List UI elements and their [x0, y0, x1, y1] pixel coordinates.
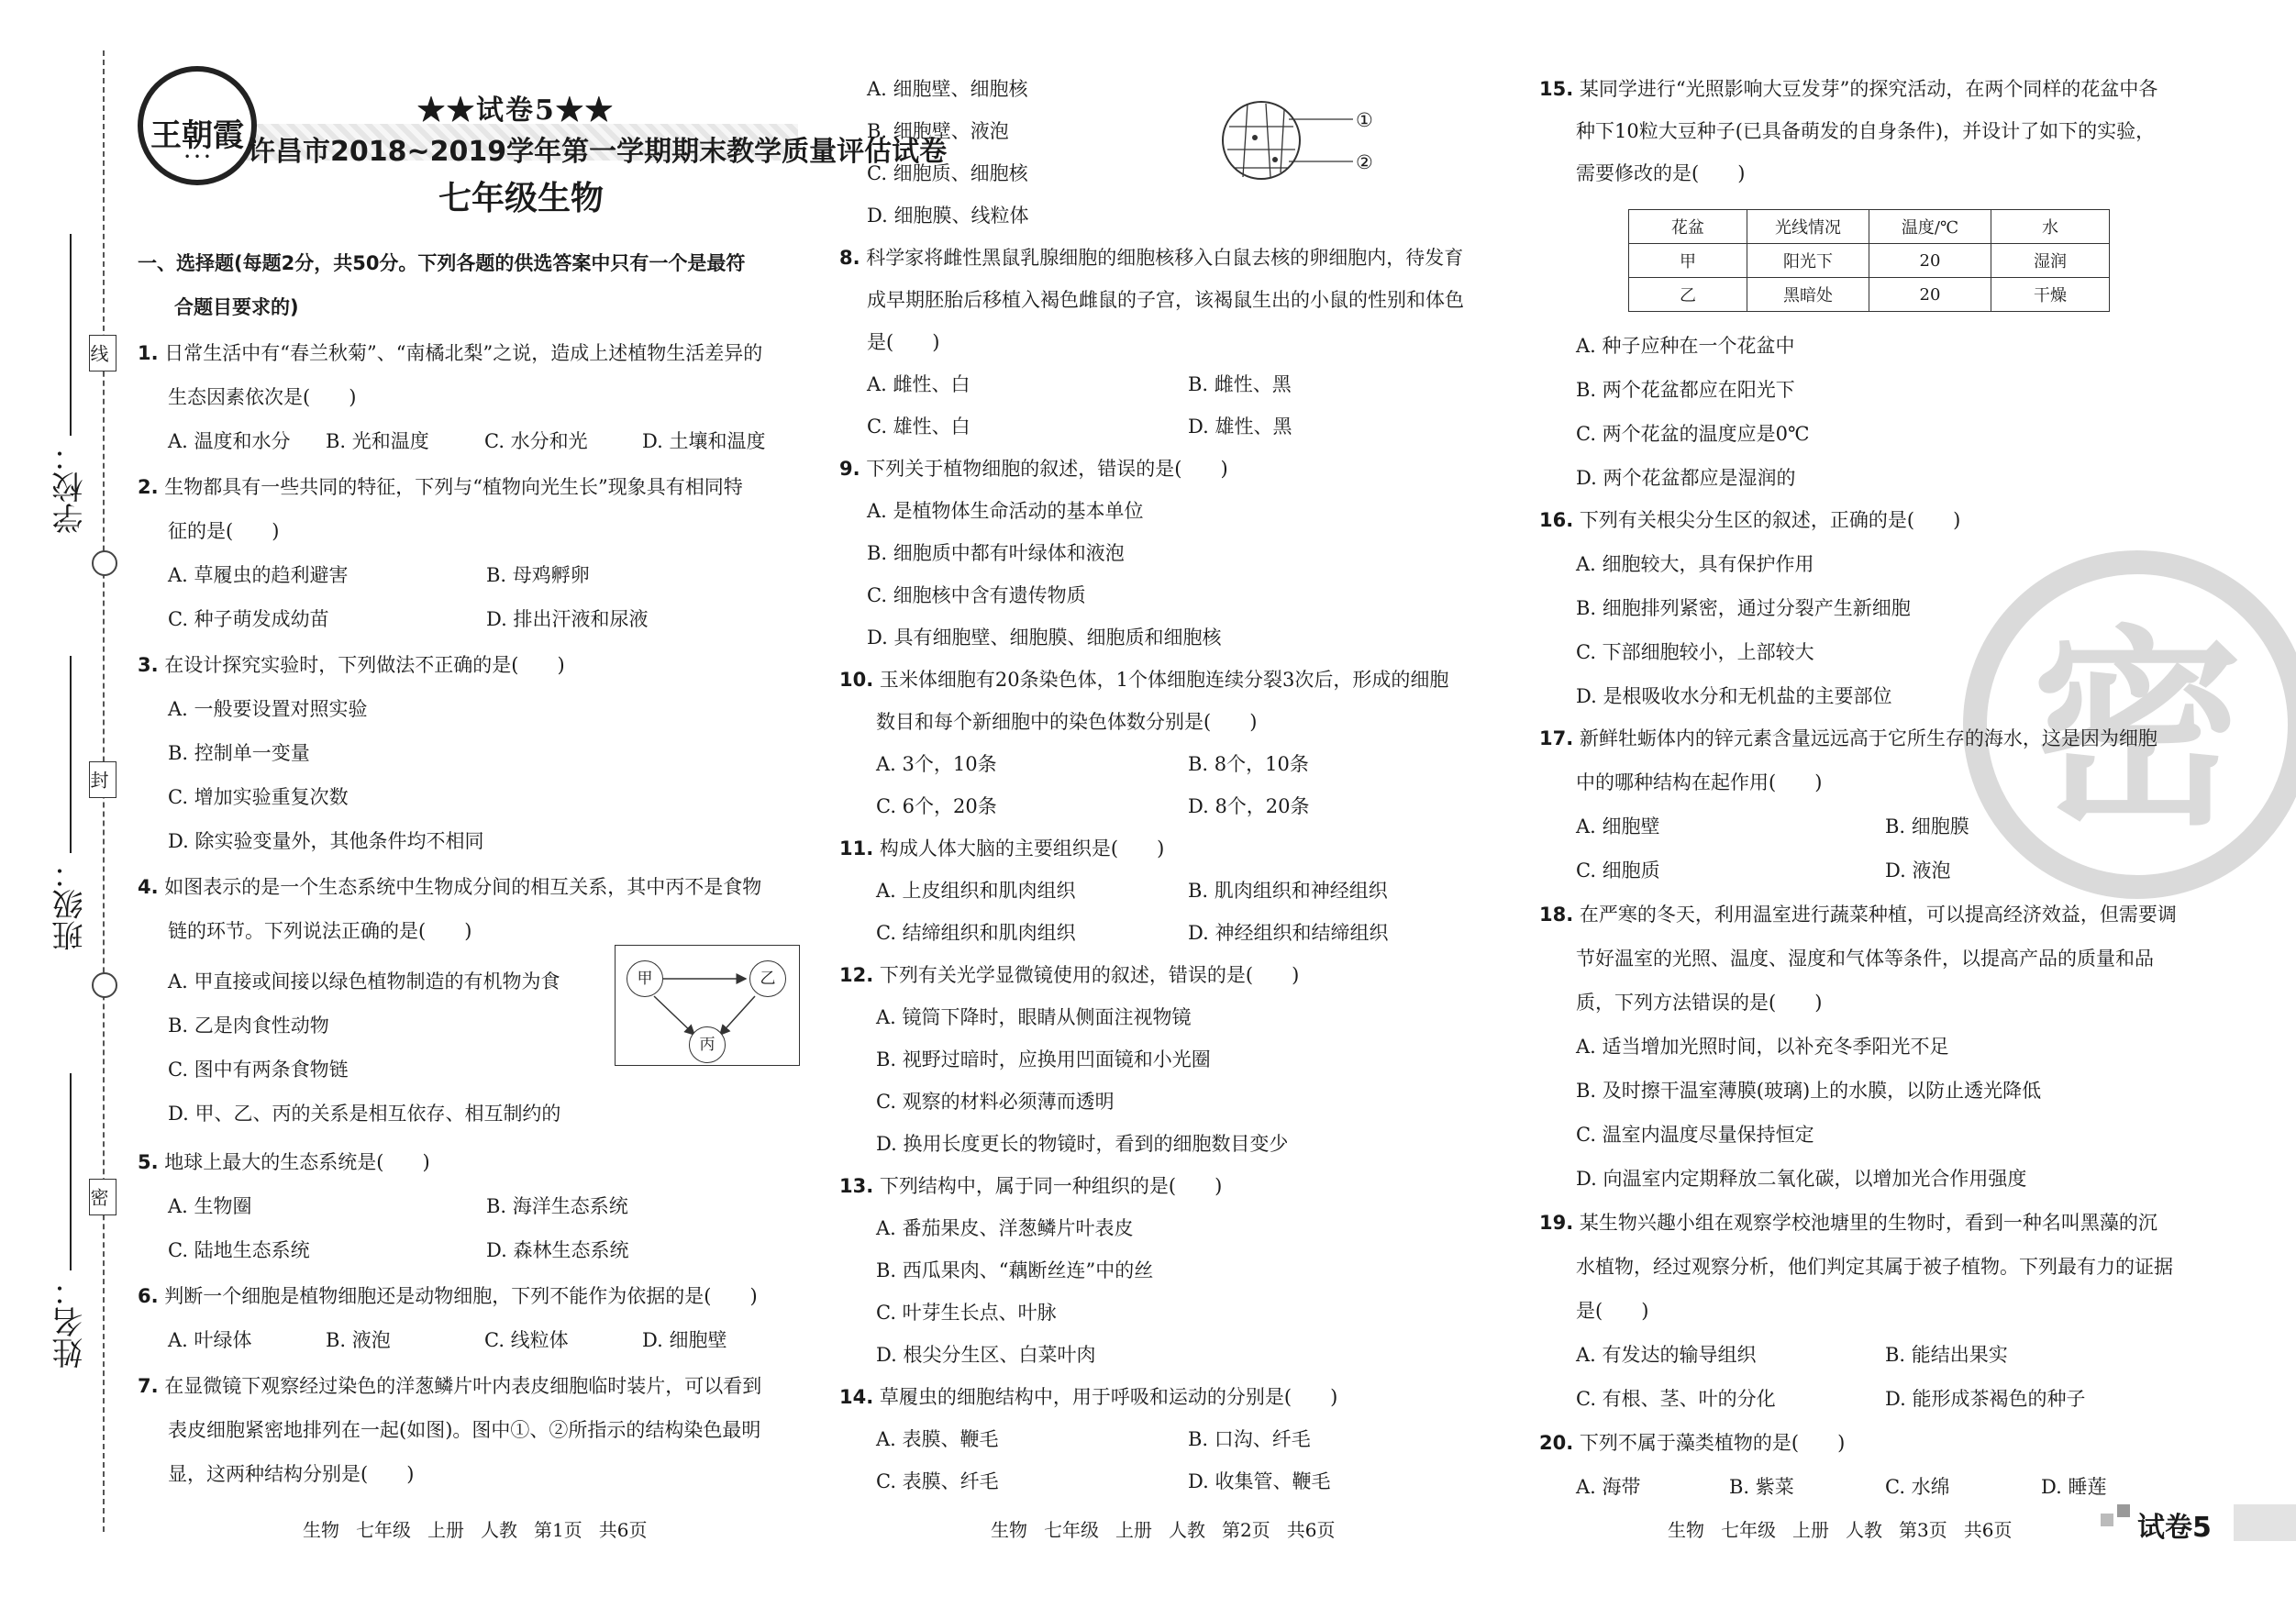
question-15: 15. 某同学进行“光照影响大豆发芽”的探究活动，在两个同样的花盆中各 — [1539, 78, 2158, 100]
q8-option-d[interactable]: D. 雄性、黑 — [1188, 416, 1292, 438]
question-7: 7. 在显微镜下观察经过染色的洋葱鳞片叶内表皮细胞临时装片，可以看到 — [138, 1375, 762, 1397]
q4-option-b[interactable]: B. 乙是肉食性动物 — [168, 1015, 329, 1037]
q16-option-d[interactable]: D. 是根吸收水分和无机盐的主要部位 — [1576, 685, 1892, 707]
question-11: 11. 构成人体大脑的主要组织是( ) — [839, 837, 1165, 859]
label-marker-1: ① — [1356, 109, 1373, 131]
q15-option-d[interactable]: D. 两个花盆都应是湿润的 — [1576, 467, 1796, 489]
q12-option-c[interactable]: C. 观察的材料必须薄而透明 — [876, 1091, 1115, 1113]
q7-option-a[interactable]: A. 细胞壁、细胞核 — [867, 78, 1028, 100]
q2-option-a[interactable]: A. 草履虫的趋利避害 — [168, 564, 349, 586]
q11-option-a[interactable]: A. 上皮组织和肌肉组织 — [876, 880, 1076, 902]
question-15-cont: 种下10粒大豆种子(已具备萌发的自身条件)，并设计了如下的实验， — [1576, 120, 2156, 142]
class-label: 班级： — [52, 858, 89, 951]
q12-option-d[interactable]: D. 换用长度更长的物镜时，看到的细胞数目变少 — [876, 1133, 1289, 1155]
q14-option-b[interactable]: B. 口沟、纤毛 — [1188, 1428, 1311, 1450]
q6-option-c[interactable]: C. 线粒体 — [484, 1329, 569, 1351]
q18-option-c[interactable]: C. 温室内温度尽量保持恒定 — [1576, 1124, 1814, 1146]
footer-page-2: 生物 七年级 上册 人教 第2页 共6页 — [991, 1519, 1336, 1541]
food-web-diagram — [615, 945, 800, 1066]
question-1-cont: 生态因素依次是( ) — [168, 386, 357, 408]
question-7-cont: 表皮细胞紧密地排列在一起(如图)。图中①、②所指示的结构染色最明 — [168, 1419, 761, 1441]
q9-option-c[interactable]: C. 细胞核中含有遗传物质 — [867, 584, 1086, 606]
table-cell: 20 — [1869, 278, 1991, 312]
q2-option-b[interactable]: B. 母鸡孵卵 — [486, 564, 590, 586]
question-5: 5. 地球上最大的生态系统是( ) — [138, 1151, 430, 1173]
corner-deco-icon — [2101, 1514, 2113, 1526]
table-row — [1629, 278, 2110, 312]
q18-option-b[interactable]: B. 及时擦干温室薄膜(玻璃)上的水膜，以防止透光降低 — [1576, 1080, 2042, 1102]
q2-option-d[interactable]: D. 排出汗液和尿液 — [486, 608, 649, 630]
q7-option-c[interactable]: C. 细胞质、细胞核 — [867, 162, 1028, 184]
seal-char-secret: 密 — [89, 1179, 116, 1215]
q16-option-a[interactable]: A. 细胞较大，具有保护作用 — [1576, 553, 1814, 575]
q17-option-b[interactable]: B. 细胞膜 — [1885, 815, 1969, 837]
seal-char-line: 线 — [89, 335, 116, 372]
q14-option-c[interactable]: C. 表膜、纤毛 — [876, 1470, 999, 1492]
q9-option-a[interactable]: A. 是植物体生命活动的基本单位 — [867, 500, 1144, 522]
q19-option-b[interactable]: B. 能结出果实 — [1885, 1344, 2008, 1366]
logo-sub: • • • — [183, 150, 211, 163]
question-10-cont: 数目和每个新细胞中的染色体数分别是( ) — [876, 711, 1258, 733]
question-19: 19. 某生物兴趣小组在观察学校池塘里的生物时，看到一种名叫黑藻的沉 — [1539, 1212, 2157, 1234]
q18-option-a[interactable]: A. 适当增加光照时间，以补充冬季阳光不足 — [1576, 1036, 1949, 1058]
q4-option-a[interactable]: A. 甲直接或间接以绿色植物制造的有机物为食 — [168, 970, 560, 993]
q1-option-c[interactable]: C. 水分和光 — [484, 430, 588, 452]
q10-option-c[interactable]: C. 6个，20条 — [876, 795, 997, 817]
seal-watermark-char: 密 — [2031, 606, 2243, 854]
footer-page-1: 生物 七年级 上册 人教 第1页 共6页 — [303, 1519, 648, 1541]
q8-option-c[interactable]: C. 雄性、白 — [867, 416, 971, 438]
question-18-cont: 节好温室的光照、温度、湿度和气体等条件，以提高产品的质量和品 — [1576, 948, 2154, 970]
table-cell: 甲 — [1629, 244, 1747, 278]
table-cell: 干燥 — [1991, 278, 2110, 312]
question-4-cont: 链的环节。下列说法正确的是( ) — [168, 920, 472, 942]
logo-text: 王朝霞 — [150, 117, 244, 154]
question-7-cont2: 显，这两种结构分别是( ) — [168, 1463, 415, 1485]
q13-option-c[interactable]: C. 叶芽生长点、叶脉 — [876, 1302, 1057, 1324]
q4-option-c[interactable]: C. 图中有两条食物链 — [168, 1059, 349, 1081]
q1-option-b[interactable]: B. 光和温度 — [326, 430, 429, 452]
q8-option-b[interactable]: B. 雌性、黑 — [1188, 373, 1292, 395]
question-18: 18. 在严寒的冬天，利用温室进行蔬菜种植，可以提高经济效益，但需要调 — [1539, 904, 2177, 926]
question-18-cont2: 质，下列方法错误的是( ) — [1576, 992, 1823, 1014]
corner-paper-tag: 试卷5 — [2137, 1512, 2212, 1544]
q14-option-a[interactable]: A. 表膜、鞭毛 — [876, 1428, 999, 1450]
corner-deco-icon — [2117, 1504, 2130, 1517]
label-marker-2: ② — [1356, 151, 1373, 173]
q17-option-c[interactable]: C. 细胞质 — [1576, 859, 1660, 882]
q4-option-d[interactable]: D. 甲、乙、丙的关系是相互依存、相互制约的 — [168, 1103, 561, 1125]
section-heading: 一、选择题(每题2分，共50分。下列各题的供选答案中只有一个是最符 — [138, 252, 746, 274]
q20-option-a[interactable]: A. 海带 — [1576, 1476, 1641, 1498]
question-20: 20. 下列不属于藻类植物的是( ) — [1539, 1432, 1846, 1454]
q16-option-b[interactable]: B. 细胞排列紧密，通过分裂产生新细胞 — [1576, 597, 1911, 619]
experiment-table — [1628, 209, 2110, 312]
question-14: 14. 草履虫的细胞结构中，用于呼吸和运动的分别是( ) — [839, 1386, 1338, 1408]
binding-hole-icon — [92, 550, 117, 576]
node-bing: 丙 — [689, 1026, 726, 1063]
table-cell: 20 — [1869, 244, 1991, 278]
q10-option-b[interactable]: B. 8个，10条 — [1188, 753, 1309, 775]
table-cell: 湿润 — [1991, 244, 2110, 278]
question-8-cont2: 是( ) — [867, 331, 940, 353]
question-15-cont2: 需要修改的是( ) — [1576, 162, 1746, 184]
q13-option-a[interactable]: A. 番茄果皮、洋葱鳞片叶表皮 — [876, 1217, 1134, 1239]
binding-hole-icon — [92, 972, 117, 998]
table-row — [1629, 244, 2110, 278]
question-13: 13. 下列结构中，属于同一种组织的是( ) — [839, 1175, 1223, 1197]
name-label: 姓名： — [52, 1275, 89, 1369]
q10-option-a[interactable]: A. 3个，10条 — [876, 753, 997, 775]
table-cell: 阳光下 — [1747, 244, 1869, 278]
subject-title: 七年级生物 — [438, 180, 605, 217]
q10-option-d[interactable]: D. 8个，20条 — [1188, 795, 1310, 817]
q15-option-a[interactable]: A. 种子应种在一个花盆中 — [1576, 335, 1795, 357]
q3-option-b[interactable]: B. 控制单一变量 — [168, 742, 310, 764]
question-4: 4. 如图表示的是一个生态系统中生物成分间的相互关系，其中丙不是食物 — [138, 876, 762, 898]
q5-option-b[interactable]: B. 海洋生态系统 — [486, 1195, 628, 1217]
onion-cell-leaders — [1289, 108, 1353, 172]
q3-option-c[interactable]: C. 增加实验重复次数 — [168, 786, 349, 808]
question-17-cont: 中的哪种结构在起作用( ) — [1576, 771, 1823, 793]
question-2: 2. 生物都具有一些共同的特征，下列与“植物向光生长”现象具有相同特 — [138, 476, 743, 498]
class-fill-line[interactable] — [70, 656, 72, 853]
question-3: 3. 在设计探究实验时，下列做法不正确的是( ) — [138, 654, 565, 676]
q20-option-b[interactable]: B. 紫菜 — [1729, 1476, 1794, 1498]
q1-option-a[interactable]: A. 温度和水分 — [168, 430, 291, 452]
q6-option-a[interactable]: A. 叶绿体 — [168, 1329, 252, 1351]
brand-logo — [138, 66, 257, 185]
paper-tag: ★★试卷5★★ — [417, 94, 615, 127]
school-label: 学校： — [52, 440, 89, 534]
q11-option-d[interactable]: D. 神经组织和结缔组织 — [1188, 922, 1389, 944]
q1-option-d[interactable]: D. 土壤和温度 — [642, 430, 766, 452]
question-1: 1. 日常生活中有“春兰秋菊”、“南橘北梨”之说，造成上述植物生活差异的 — [138, 342, 763, 364]
section-heading-cont: 合题目要求的) — [174, 296, 299, 318]
footer-page-3: 生物 七年级 上册 人教 第3页 共6页 — [1668, 1519, 2013, 1541]
table-header-row — [1629, 210, 2110, 244]
question-17: 17. 新鲜牡蛎体内的锌元素含量远远高于它所生存的海水，这是因为细胞 — [1539, 727, 2157, 749]
question-10: 10. 玉米体细胞有20条染色体，1个体细胞连续分裂3次后，形成的细胞 — [839, 669, 1449, 691]
question-8-cont: 成早期胚胎后移植入褐色雌鼠的子宫，该褐鼠生出的小鼠的性别和体色 — [867, 289, 1464, 311]
q19-option-a[interactable]: A. 有发达的输导组织 — [1576, 1344, 1757, 1366]
table-header-cell: 花盆 — [1629, 210, 1747, 244]
table-cell: 黑暗处 — [1747, 278, 1869, 312]
q6-option-d[interactable]: D. 细胞壁 — [642, 1329, 727, 1351]
q5-option-c[interactable]: C. 陆地生态系统 — [168, 1239, 310, 1261]
q12-option-a[interactable]: A. 镜筒下降时，眼睛从侧面注视物镜 — [876, 1006, 1192, 1028]
q14-option-d[interactable]: D. 收集管、鞭毛 — [1188, 1470, 1331, 1492]
q13-option-d[interactable]: D. 根尖分生区、白菜叶肉 — [876, 1344, 1096, 1366]
q20-option-c[interactable]: C. 水绵 — [1885, 1476, 1950, 1498]
q13-option-b[interactable]: B. 西瓜果肉、“藕断丝连”中的丝 — [876, 1259, 1154, 1281]
q16-option-c[interactable]: C. 下部细胞较小，上部较大 — [1576, 641, 1814, 663]
q7-option-d[interactable]: D. 细胞膜、线粒体 — [867, 205, 1029, 227]
question-8: 8. 科学家将雌性黑鼠乳腺细胞的细胞核移入白鼠去核的卵细胞内，待发育 — [839, 247, 1464, 269]
q18-option-d[interactable]: D. 向温室内定期释放二氧化碳，以增加光合作用强度 — [1576, 1168, 2027, 1190]
table-header-cell: 温度/℃ — [1869, 210, 1991, 244]
seal-char-seal: 封 — [89, 761, 116, 798]
q20-option-d[interactable]: D. 睡莲 — [2041, 1476, 2107, 1498]
question-9: 9. 下列关于植物细胞的叙述，错误的是( ) — [839, 458, 1228, 480]
school-fill-line[interactable] — [70, 234, 72, 436]
q12-option-b[interactable]: B. 视野过暗时，应换用凹面镜和小光圈 — [876, 1048, 1211, 1070]
table-header-cell: 水 — [1991, 210, 2110, 244]
node-yi: 乙 — [749, 960, 786, 997]
name-fill-line[interactable] — [70, 1073, 72, 1270]
q2-option-c[interactable]: C. 种子萌发成幼苗 — [168, 608, 329, 630]
table-header-cell: 光线情况 — [1747, 210, 1869, 244]
q3-option-a[interactable]: A. 一般要设置对照实验 — [168, 698, 368, 720]
q15-option-c[interactable]: C. 两个花盆的温度应是0℃ — [1576, 423, 1810, 445]
q17-option-a[interactable]: A. 细胞壁 — [1576, 815, 1660, 837]
question-19-cont: 水植物，经过观察分析，他们判定其属于被子植物。下列最有力的证据 — [1576, 1256, 2173, 1278]
q5-option-d[interactable]: D. 森林生态系统 — [486, 1239, 629, 1261]
q5-option-a[interactable]: A. 生物圈 — [168, 1195, 252, 1217]
q17-option-d[interactable]: D. 液泡 — [1885, 859, 1951, 882]
question-6: 6. 判断一个细胞是植物细胞还是动物细胞，下列不能作为依据的是( ) — [138, 1285, 758, 1307]
table-cell: 乙 — [1629, 278, 1747, 312]
q6-option-b[interactable]: B. 液泡 — [326, 1329, 391, 1351]
node-jia: 甲 — [627, 960, 663, 997]
q7-option-b[interactable]: B. 细胞壁、液泡 — [867, 120, 1009, 142]
question-16: 16. 下列有关根尖分生区的叙述，正确的是( ) — [1539, 509, 1961, 531]
q19-option-c[interactable]: C. 有根、茎、叶的分化 — [1576, 1388, 1776, 1410]
q8-option-a[interactable]: A. 雌性、白 — [867, 373, 971, 395]
q19-option-d[interactable]: D. 能形成茶褐色的种子 — [1885, 1388, 2086, 1410]
q9-option-b[interactable]: B. 细胞质中都有叶绿体和液泡 — [867, 542, 1125, 564]
q9-option-d[interactable]: D. 具有细胞壁、细胞膜、细胞质和细胞核 — [867, 627, 1222, 649]
q11-option-c[interactable]: C. 结缔组织和肌肉组织 — [876, 922, 1076, 944]
q11-option-b[interactable]: B. 肌肉组织和神经组织 — [1188, 880, 1388, 902]
q3-option-d[interactable]: D. 除实验变量外，其他条件均不相同 — [168, 830, 484, 852]
q15-option-b[interactable]: B. 两个花盆都应在阳光下 — [1576, 379, 1795, 401]
question-19-cont2: 是( ) — [1576, 1300, 1649, 1322]
question-2-cont: 征的是( ) — [168, 520, 280, 542]
question-12: 12. 下列有关光学显微镜使用的叙述，错误的是( ) — [839, 964, 1300, 986]
corner-tab — [2234, 1504, 2296, 1541]
exam-title: 许昌市2018~2019学年第一学期期末教学质量评估试卷 — [248, 136, 948, 168]
